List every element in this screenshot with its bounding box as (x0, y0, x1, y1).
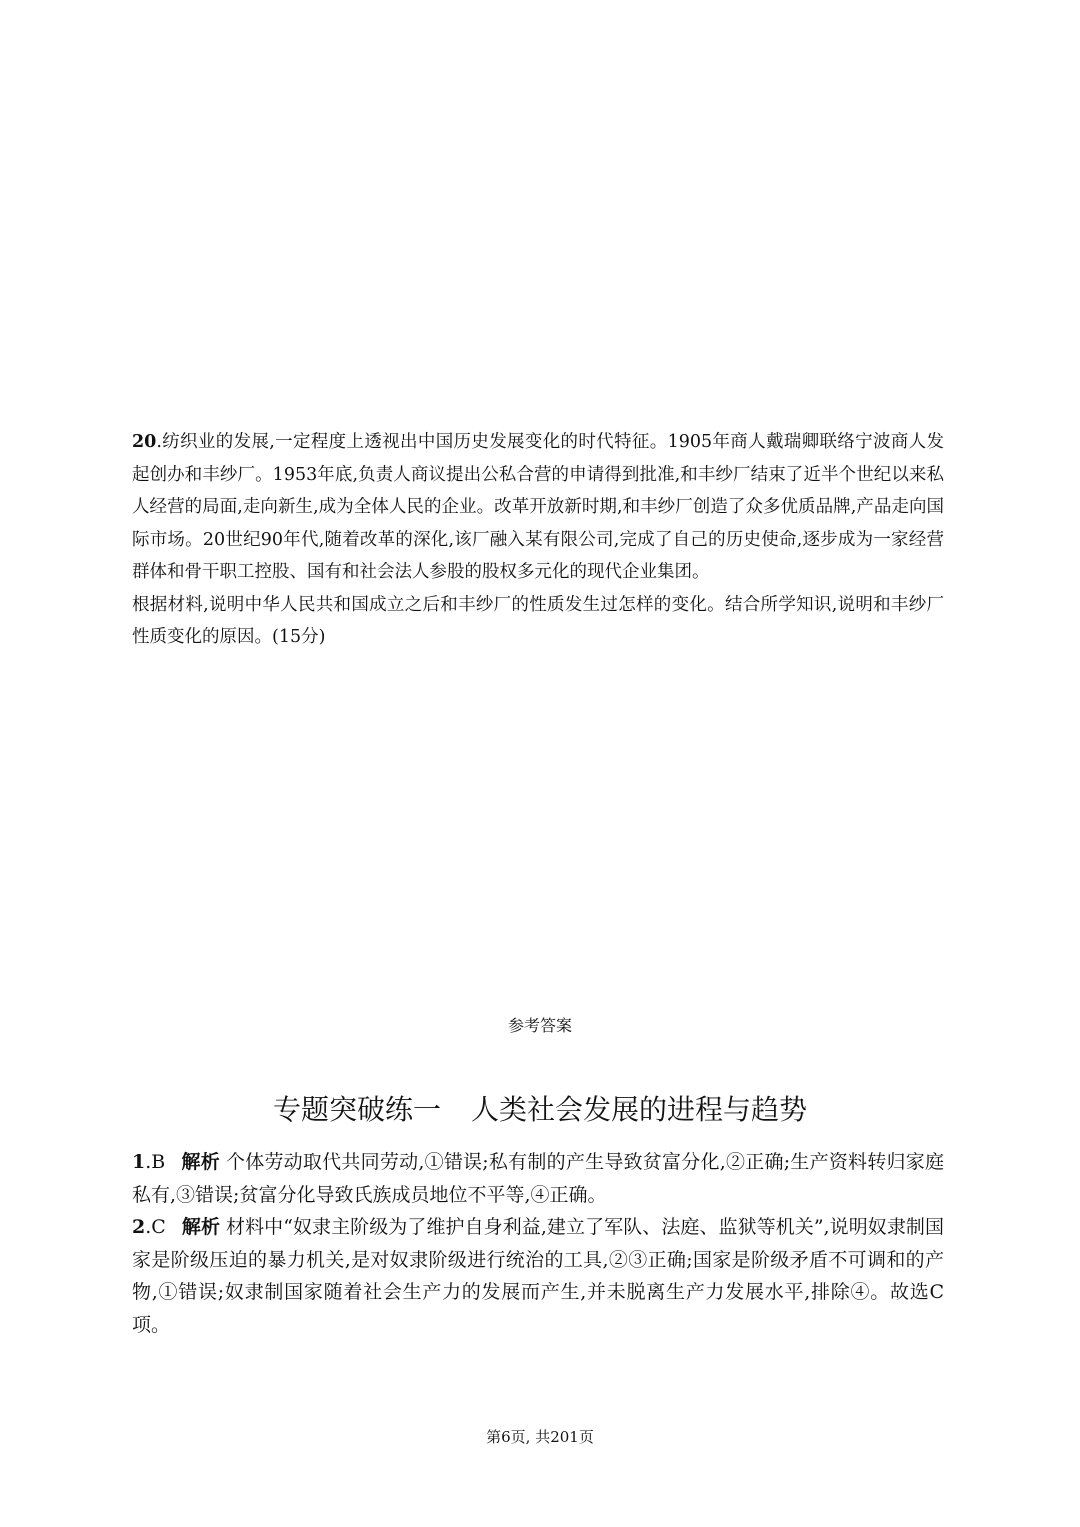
page-footer: 第6页, 共201页 (486, 1428, 594, 1446)
question-20 (132, 426, 944, 654)
section-title (0, 1090, 1080, 1130)
analysis-tag: 解析 (181, 1216, 221, 1238)
answer-item (132, 1146, 944, 1211)
answer-number: 2 (132, 1216, 146, 1238)
question-material (132, 426, 944, 589)
answer-number: 1 (132, 1151, 146, 1173)
section-title-right: 人类社会发展的进程与趋势 (471, 1093, 808, 1126)
answer-choice: .C (145, 1216, 166, 1238)
answer-list (132, 1146, 944, 1341)
question-prompt: 根据材料,说明中华人民共和国成立之后和丰纱厂的性质发生过怎样的变化。结合所学知识,说明和丰纱厂性质变化的原因。(15分) (132, 594, 944, 647)
question-material-text: .纺织业的发展,一定程度上透视出中国历史发展变化的时代特征。1905年商人戴瑞卿联络宁波商人发起创办和丰纱厂。1953年底,负责人商议提出公私合营的申请得到批准,和丰纱厂结束了近半个世纪以来私人经营的局面,走向新生,成为全体人民的企业。改革开放新时期,和丰纱厂创造了众多优质品牌,产品走向国际市场。20世纪90年代,随着改革的深化,该厂融入某有限公司,完成了自己的历史使命,逐步成为一家经营群体和骨干职工控股、国有和社会法人参股的股权多元化的现代企业集团。 (132, 432, 944, 582)
answer-choice: .B (145, 1151, 166, 1173)
answer-item (132, 1211, 944, 1341)
question-number: 20 (132, 432, 157, 452)
section-title-left: 专题突破练一 (272, 1093, 441, 1126)
answer-text: 材料中“奴隶主阶级为了维护自身利益,建立了军队、法庭、监狱等机关”,说明奴隶制国家是阶级压迫的暴力机关,是对奴隶阶级进行统治的工具,②③正确;国家是阶级矛盾不可调和的产物,①错误;奴隶制国家随着社会生产力的发展而产生,并未脱离生产力发展水平,排除④。故选C项。 (132, 1216, 944, 1336)
answer-text: 个体劳动取代共同劳动,①错误;私有制的产生导致贫富分化,②正确;生产资料转归家庭私有,③错误;贫富分化导致氏族成员地位不平等,④正确。 (132, 1151, 944, 1206)
reference-answer-heading: 参考答案 (507, 1016, 572, 1035)
analysis-tag: 解析 (181, 1151, 220, 1173)
